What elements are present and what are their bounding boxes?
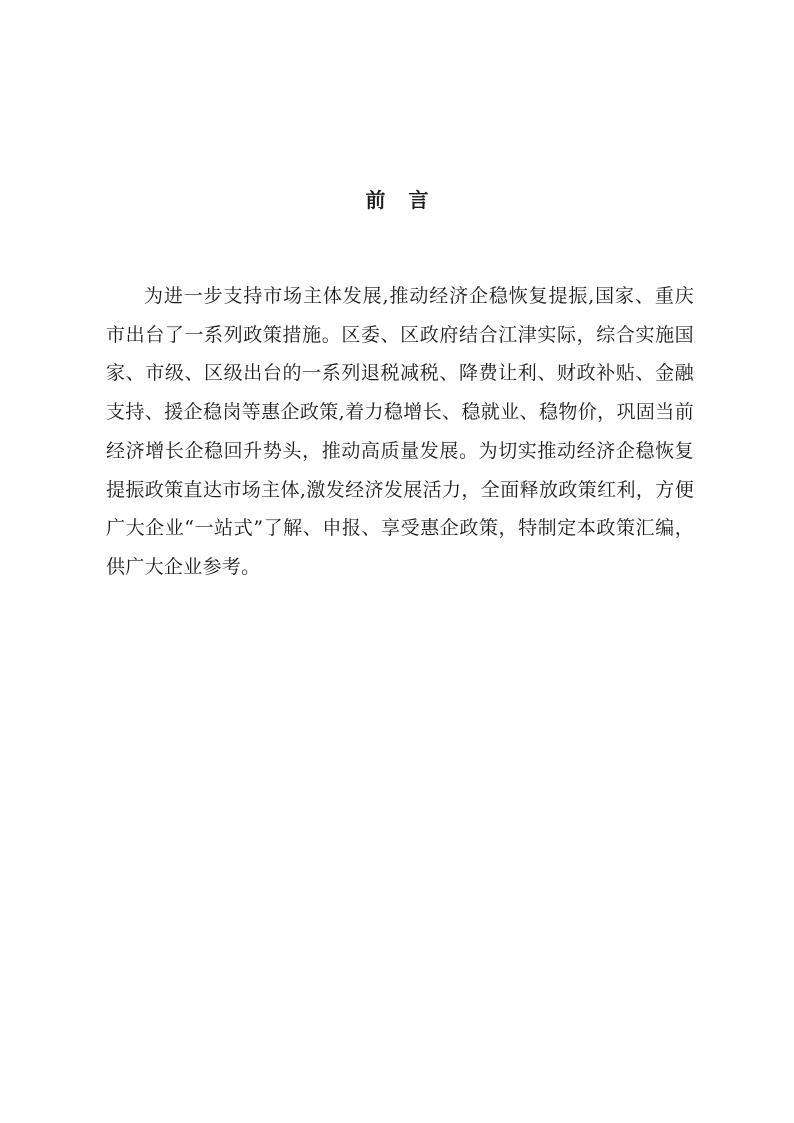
preface-paragraph: 为进一步支持市场主体发展,推动经济企稳恢复提振,国家、重庆市出台了一系列政策措施。区委、区政府结合江津实际，综合实施国家、市级、区级出台的一系列退税减税、降费让利、财政补贴、金融支持、援企稳岗等惠企政策,着力稳增长、稳就业、稳物价，巩固当前经济增长企稳回升势头，推动高质量发展。为切实推动经济企稳恢复提振政策直达市场主体,激发经济发展活力，全面释放政策红利，方便广大企业“一站式”了解、申报、享受惠企政策，特制定本政策汇编，供广大企业参考。 (106, 285, 694, 578)
page-title: 前 言 (365, 188, 429, 212)
